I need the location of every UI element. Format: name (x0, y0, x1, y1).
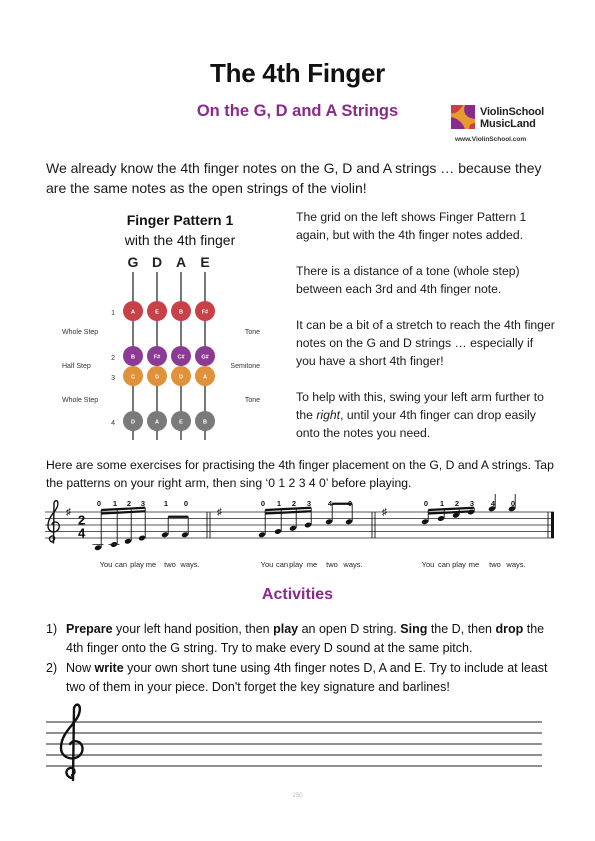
sharp-icon: ♯ (66, 507, 71, 518)
lyric-word: You (421, 560, 435, 569)
finger-number: 2 (111, 355, 115, 362)
string-name: G (127, 254, 139, 270)
sharp-icon: ♯ (382, 507, 387, 518)
finger-pattern-caption: with the 4th finger (124, 232, 236, 248)
activity-item-2 (46, 659, 561, 699)
string-name: E (200, 254, 210, 270)
explanation-p4-end: , until your 4th finger can drop easily onto the notes you need. (296, 408, 536, 440)
page-number: 250 (292, 793, 303, 799)
fingering-number: 2 (291, 499, 297, 508)
beam (428, 508, 474, 510)
time-signature-bottom: 4 (78, 525, 86, 541)
activity-text (66, 659, 561, 697)
lyric-word: me (145, 560, 157, 569)
note-name: E (155, 309, 159, 316)
lyric-word: can (275, 560, 289, 569)
activity-keyword: drop (495, 622, 524, 636)
exercises-text: Here are some exercises for practising the 4th finger placement on the G, D and A strings. Tap the patterns on your right arm, then sing ‘0 1 2 3 4 0’ before playing. (46, 458, 554, 490)
fingering-number: 0 (423, 499, 429, 508)
lyric-word: ways. (343, 560, 363, 569)
lyric-word: can (437, 560, 451, 569)
activity-text-span: Now (66, 661, 95, 675)
note-name: F# (153, 354, 161, 361)
activity-keyword: write (94, 661, 124, 675)
lyric-word: ways. (506, 560, 526, 569)
finger-number: 1 (111, 310, 115, 317)
fingering-number: 0 (183, 499, 189, 508)
fingering-number: 3 (306, 499, 312, 508)
note-name: F# (201, 309, 209, 316)
string-name: D (151, 254, 163, 270)
activity-keyword: play (273, 622, 299, 636)
brand-logo[interactable] (451, 105, 561, 149)
activity-keyword: Prepare (66, 622, 113, 636)
string-name: A (175, 254, 187, 270)
lyric-word: play (130, 560, 144, 569)
note-name: B (203, 419, 207, 426)
intro-paragraph: We already know the 4th finger notes on the G, D and A strings … because they are the same notes as the open strings of the violin! (46, 160, 542, 196)
fingering-number: 0 (347, 499, 353, 508)
note-name: D (179, 374, 183, 381)
logo-name (480, 106, 544, 130)
logo-url[interactable]: www.ViolinSchool.com (455, 136, 527, 143)
note-name: E (179, 419, 183, 426)
beam (101, 511, 145, 513)
activity-number: 2) (46, 661, 58, 675)
step-label: Half Step (62, 363, 91, 370)
finger-pattern-title (90, 210, 270, 250)
activity-text (66, 620, 561, 658)
fingering-number: 1 (276, 499, 282, 508)
interval-label: Semitone (230, 363, 260, 370)
staff-lines (45, 512, 554, 538)
explanation-p4 (296, 388, 556, 442)
activity-text-span: your left hand position, then (112, 622, 274, 636)
activities-heading: Activities (261, 586, 334, 603)
finger-number: 4 (111, 420, 115, 427)
fingering-number: 2 (126, 499, 132, 508)
note-name: B (131, 354, 135, 361)
finger-pattern-heading: Finger Pattern 1 (126, 212, 234, 228)
music-exercises-staff (40, 494, 560, 574)
interval-label: Tone (244, 329, 260, 336)
fingering-number: 1 (163, 499, 169, 508)
activity-text-span: your own short tune using 4th finger notes D, A and E. Try to include at least two of them in your piece. Don't forget the key signature and barlines! (66, 661, 548, 694)
finger-pattern-diagram (46, 250, 286, 450)
fingering-number: 0 (260, 499, 266, 508)
note-name: A (131, 309, 135, 316)
treble-clef-icon (61, 705, 83, 780)
explanation-p4-start: To help with this, swing your left arm further to the (296, 390, 544, 422)
beam (265, 508, 311, 510)
fingering-number: 1 (439, 499, 445, 508)
step-label: Whole Step (62, 329, 99, 336)
explanation-p3: It can be a bit of a stretch to reach the 4th finger notes on the G and D strings … especially if you have a short 4th finger! (296, 318, 555, 368)
fingering-number: 4 (327, 499, 333, 508)
note-name: C# (177, 354, 185, 361)
note-name: C (131, 374, 135, 381)
note-name: G (154, 374, 160, 381)
logo-line-1: ViolinSchool (480, 106, 545, 118)
activity-keyword: Sing (400, 622, 428, 636)
logo-line-2: MusicLand (480, 118, 536, 130)
lyric-word: play (452, 560, 466, 569)
writing-staff[interactable] (46, 700, 546, 790)
lyric-word: me (468, 560, 480, 569)
fingering-number: 3 (140, 499, 146, 508)
explanation-p1: The grid on the left shows Finger Pattern 1 again, but with the 4th finger notes added. (296, 210, 527, 242)
activity-text-span: the 4th finger onto the G string. Try to make every D sound at the same pitch. (66, 622, 545, 655)
page-title: The 4th Finger (210, 58, 385, 88)
lyric-word: ways. (180, 560, 200, 569)
fingering-number: 4 (490, 499, 496, 508)
lyric-word: You (260, 560, 274, 569)
beam (265, 511, 311, 513)
fingering-number: 2 (454, 499, 460, 508)
fingering-number: 0 (510, 499, 516, 508)
note-name: G# (201, 354, 209, 361)
lyric-word: You (99, 560, 113, 569)
activity-text-span: the D, then (427, 622, 496, 636)
treble-clef-icon (48, 501, 59, 543)
activity-text-span: an open D string. (298, 622, 401, 636)
lyric-word: two (164, 560, 176, 569)
note-name: A (155, 419, 159, 426)
step-label: Whole Step (62, 397, 99, 404)
activity-number: 1) (46, 622, 58, 636)
note-name: D (131, 419, 135, 426)
note-name: B (179, 309, 183, 316)
lyric-word: play (289, 560, 303, 569)
interval-label: Tone (244, 397, 260, 404)
lyric-word: can (114, 560, 128, 569)
explanation-text (296, 208, 556, 460)
note-name: A (203, 374, 207, 381)
beam (428, 511, 474, 513)
sharp-icon: ♯ (217, 507, 222, 518)
time-signature-top: 2 (78, 512, 86, 528)
beam (101, 508, 145, 510)
finger-number: 3 (111, 375, 115, 382)
lyric-word: two (326, 560, 338, 569)
explanation-p2: There is a distance of a tone (whole step) between each 3rd and 4th finger note. (296, 264, 520, 296)
lyric-word: me (306, 560, 318, 569)
page-subtitle: On the G, D and A Strings (196, 102, 399, 120)
final-barline (551, 512, 554, 538)
explanation-p4-emphasis: right (316, 408, 341, 422)
lyric-word: two (489, 560, 501, 569)
activity-item-1 (46, 620, 561, 660)
fingering-number: 1 (112, 499, 118, 508)
logo-mark-icon (451, 105, 475, 129)
fingering-number: 0 (96, 499, 102, 508)
fingering-number: 3 (469, 499, 475, 508)
